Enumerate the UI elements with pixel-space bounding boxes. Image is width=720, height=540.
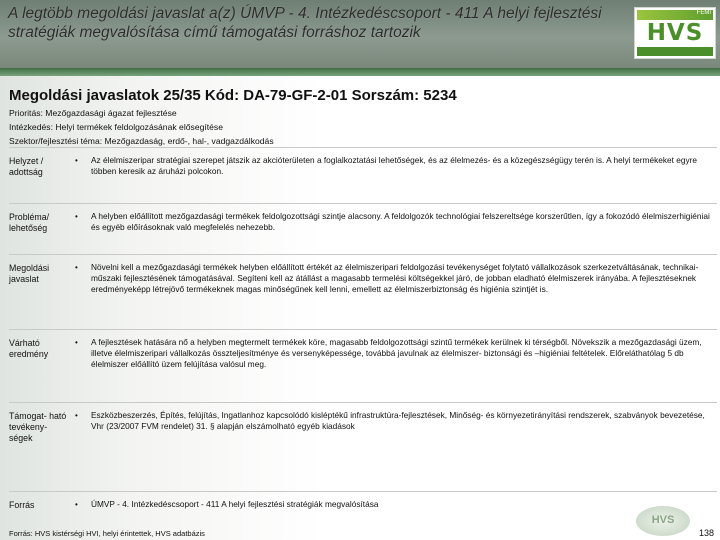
row-text: ÚMVP - 4. Intézkedéscsoport - 411 A helyi fejlesztési stratégiák megvalósítása — [91, 499, 379, 509]
footer-logo-text: HVS — [651, 514, 675, 526]
row-text: Eszközbeszerzés, Építés, felújítás, Ingatlanhoz kapcsolódó kisléptékű infrastruktúra-fejlesztések, Minőség- és környezetirányítási rendszerek, szabványok bevezetése, Vhr (23/2007 FVM rendelet) 31. § alapján elszámolható egyéb kiadások — [91, 410, 705, 431]
row-content — [75, 410, 715, 432]
table-row — [9, 254, 717, 330]
row-label: Támogat- ható tevékeny- ségek — [9, 411, 67, 443]
row-text: A fejlesztések hatására nő a helyben megtermelt termékek köre, magasabb feldolgozottsági szintű termékek kerülnek ki térségből. Növekszik a mezőgazdasági üzem, illetve élelmiszeripari vállalkozás összteljesítménye és versenyképessége, továbbá javulnak az élelmiszer- biztonsági és –higiéniai feltételek. Előreláthatólag 5 db élelmiszer előállító üzem felújítása valósul meg. — [91, 337, 702, 369]
row-text: Növelni kell a mezőgazdasági termékek helyben előállított értékét az élelmiszeripari feldolgozási tevékenységet folytató vállalkozások szerkezetváltásának, technikai-műszaki fejlesztésének támogatásával. Segíteni kell az átállást a magasabb termelési költségekkel járó, de jobban eladható élelmiszerek irányába. A fejlesztéseknek eredményeképp létrejövő termékeknek magas minőségűnek kell lenni, emellett az élelmiszerbiztonság és higiénia szintjét is. — [91, 262, 699, 294]
table-row — [9, 203, 717, 255]
meta-priority: Prioritás: Mezőgazdasági ágazat fejlesztése — [9, 108, 177, 118]
meta-sector: Szektor/fejlesztési téma: Mezőgazdaság, erdő-, hal-, vadgazdálkodás — [9, 136, 274, 146]
table-row — [9, 491, 717, 522]
hvs-logo — [634, 7, 716, 59]
bullet-icon: • — [75, 156, 78, 165]
table-row — [9, 402, 717, 492]
table-row — [9, 147, 717, 204]
row-content — [75, 337, 715, 370]
row-content — [75, 211, 715, 233]
bullet-icon: • — [75, 500, 78, 509]
row-label: Forrás — [9, 500, 35, 510]
row-label: Probléma/ lehetőség — [9, 212, 50, 233]
table-row — [9, 329, 717, 403]
logo-tiny-text: FEMI — [696, 10, 711, 16]
bullet-icon: • — [75, 338, 78, 347]
logo-sub-band — [637, 47, 713, 56]
header-stripe — [0, 68, 720, 76]
bullet-icon: • — [75, 411, 78, 420]
bullet-icon: • — [75, 263, 78, 272]
row-label: Megoldási javaslat — [9, 263, 50, 284]
row-label: Helyzet / adottság — [9, 156, 44, 177]
footer-logo — [636, 506, 690, 536]
main-heading: Megoldási javaslatok 25/35 Kód: DA-79-GF-2-01 Sorszám: 5234 — [9, 87, 457, 104]
page-number: 138 — [698, 528, 714, 538]
row-content — [75, 499, 715, 510]
header-bar — [0, 0, 720, 68]
header-title: A legtöbb megoldási javaslat a(z) ÚMVP - 4. Intézkedéscsoport - 411 A helyi fejlesztési stratégiák megvalósítása című támogatási forráshoz tartozik — [8, 5, 602, 41]
bullet-icon: • — [75, 212, 78, 221]
row-content — [75, 262, 715, 295]
row-label: Várható eredmény — [9, 338, 49, 359]
row-text: A helyben előállított mezőgazdasági termékek feldolgozottsági szintje alacsony. A feldolgozók technológiai felszereltsége korszerűtlen, így a fokozódó élelmiszerhigiéniai és egyéb előírásoknak való megfelelés nehezebb. — [91, 211, 710, 232]
footer-source: Forrás: HVS kistérségi HVI, helyi érintettek, HVS adatbázis — [9, 529, 205, 538]
meta-measure: Intézkedés: Helyi termékek feldolgozásának elősegítése — [9, 122, 224, 132]
row-text: Az élelmiszeripar stratégiai szerepet játszik az akcióterületen a foglalkoztatási lehetőségek, és az élelmezés- és a közegészségügy terén is. A helyi termékeket egyre többen keresik az áruházi polcokon. — [91, 155, 697, 176]
logo-word: HVS — [646, 20, 704, 46]
row-content — [75, 155, 715, 177]
